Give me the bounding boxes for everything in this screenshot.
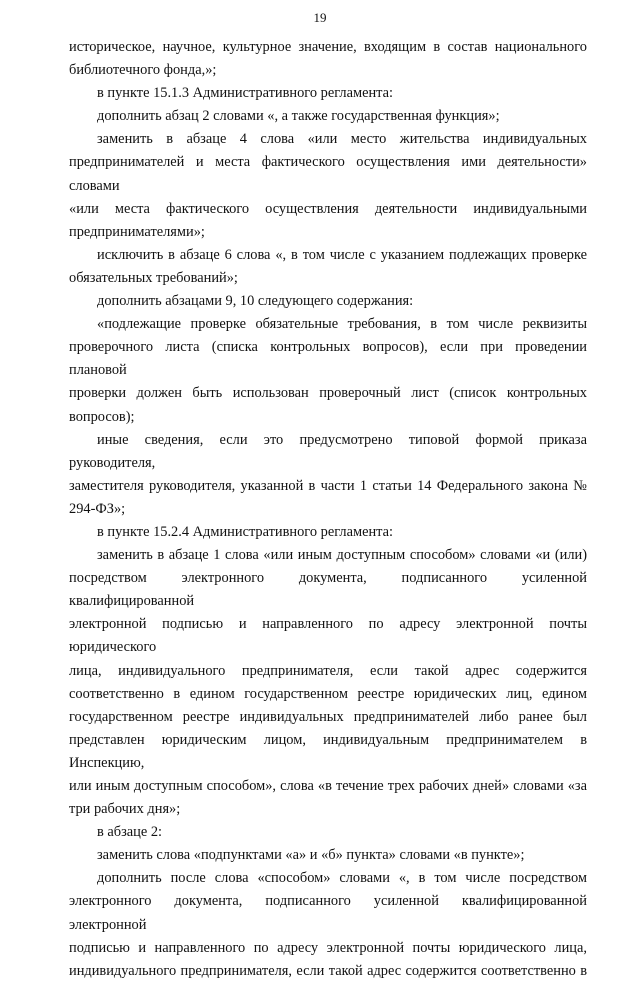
text-line: предпринимателями»; [69,223,205,240]
text-line: вопросов); [69,408,135,425]
text-line: историческое, научное, культурное значение, входящим в состав национального [69,39,587,55]
text-line: дополнить абзац 2 словами «, а также государственная функция»; [97,108,500,125]
text-line: заменить слова «подпунктами «а» и «б» пункта» словами «в пункте»; [97,847,525,864]
text-line: посредством электронного документа, подписанного усиленной квалифицированной [69,570,587,610]
text-line: в пункте 15.2.4 Административного регламента: [97,523,394,540]
text-line: проверки должен быть использован проверочный лист (список контрольных [69,385,587,402]
text-line: дополнить абзацами 9, 10 следующего содержания: [97,293,414,310]
text-line: иные сведения, если это предусмотрено типовой формой приказа руководителя, [69,431,587,471]
text-line: заменить в абзаце 1 слова «или иным доступным способом» словами «и (или) [97,547,587,564]
text-line: проверочного листа (списка контрольных вопросов), если при проведении плановой [69,339,587,379]
document-body [69,36,587,983]
text-line: или иным доступным способом», слова «в течение трех рабочих дней» словами «за [69,778,587,794]
text-line: в пункте 15.1.3 Административного регламента: [97,85,394,102]
text-line: заместителя руководителя, указанной в части 1 статьи 14 Федерального закона № [69,477,587,494]
text-line: исключить в абзаце 6 слова «, в том числе с указанием подлежащих проверке [97,246,587,263]
text-line: обязательных требований»; [69,269,238,286]
text-line: представлен юридическим лицом, индивидуальным предпринимателем в Инспекцию, [69,731,587,771]
text-line: лица, индивидуального предпринимателя, если такой адрес содержится [69,662,587,679]
text-line: библиотечного фонда,»; [69,62,217,79]
text-line: «подлежащие проверке обязательные требования, в том числе реквизиты [97,316,587,333]
text-line: дополнить после слова «способом» словами «, в том числе посредством [97,870,587,887]
text-line: государственном реестре индивидуальных предпринимателей либо ранее был [69,708,587,725]
text-line: индивидуального предпринимателя, если такой адрес содержится соответственно в [69,962,587,979]
text-line: 294-ФЗ»; [69,500,126,517]
text-line: «или места фактического осуществления деятельности индивидуальными [69,200,587,217]
text-line: электронного документа, подписанного усиленной квалифицированной электронной [69,893,587,933]
text-line: подписью и направленного по адресу электронной почты юридического лица, [69,939,587,956]
text-line: электронной подписью и направленного по адресу электронной почты юридического [69,616,587,656]
text-line: в абзаце 2: [97,824,163,841]
text-line: соответственно в едином государственном реестре юридических лиц, едином [69,685,587,702]
text-line: три рабочих дня»; [69,801,181,818]
text-line: заменить в абзаце 4 слова «или место жительства индивидуальных [97,131,587,148]
text-line: предпринимателей и места фактического осуществления ими деятельности» словами [69,154,587,194]
page-number: 19 [313,10,327,25]
